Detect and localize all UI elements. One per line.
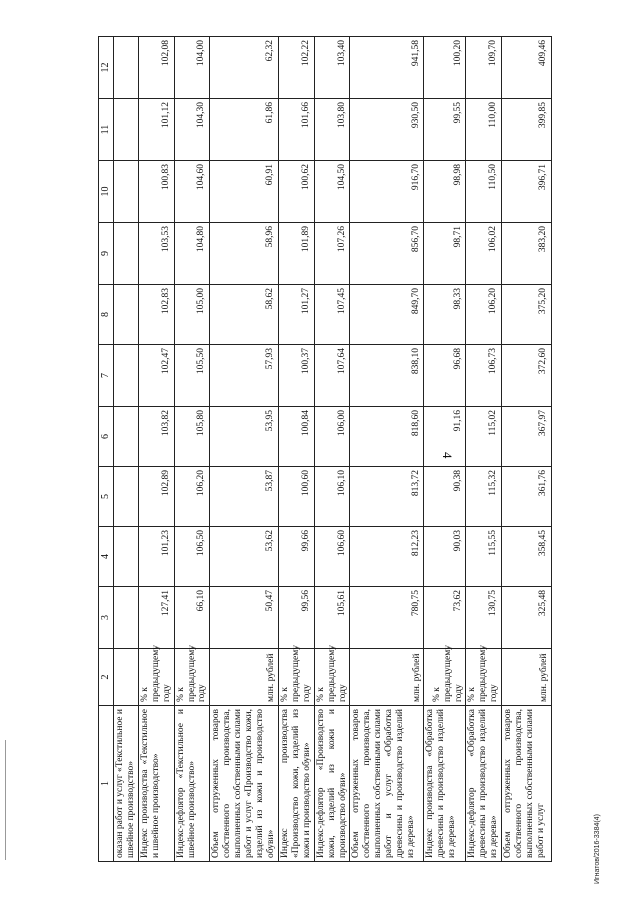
value-cell [114, 587, 139, 649]
value-cell: 856,70 [350, 223, 424, 285]
value-cell: 100,84 [278, 407, 314, 467]
value-cell: 100,37 [278, 345, 314, 407]
column-header: 3 [99, 587, 114, 649]
table-row [210, 37, 279, 862]
value-cell: 104,50 [314, 161, 350, 223]
value-cell: 66,10 [174, 587, 210, 649]
indicator-name: Объем отгруженных товаров собственного производства, выполненных собственными силами работ и услуг [502, 706, 552, 862]
value-cell: 383,20 [502, 223, 552, 285]
footer-code: Игнатов/2016-3384(4) [594, 814, 601, 884]
value-cell: 813,72 [350, 467, 424, 527]
value-cell: 361,76 [502, 467, 552, 527]
value-cell: 106,60 [314, 527, 350, 587]
value-cell: 115,55 [466, 527, 502, 587]
indicator-name: Объем отгруженных товаров собственного производства, выполненных собственными силами работ и услуг «Производство кожи, изделий из кожи и производство обуви» [210, 706, 279, 862]
value-cell: 106,20 [466, 285, 502, 345]
indicator-unit: млн. рублей [350, 649, 424, 706]
value-cell: 98,33 [424, 285, 466, 345]
value-cell: 930,50 [350, 99, 424, 161]
indicators-table [98, 36, 552, 862]
value-cell [114, 99, 139, 161]
value-cell: 101,27 [278, 285, 314, 345]
value-cell: 103,40 [314, 37, 350, 99]
value-cell [114, 161, 139, 223]
value-cell [114, 407, 139, 467]
column-header: 9 [99, 223, 114, 285]
table-row [466, 37, 502, 862]
value-cell: 103,82 [138, 407, 174, 467]
value-cell: 104,60 [174, 161, 210, 223]
value-cell: 100,62 [278, 161, 314, 223]
value-cell: 409,46 [502, 37, 552, 99]
table-body [114, 37, 552, 862]
value-cell: 100,83 [138, 161, 174, 223]
table-row [350, 37, 424, 862]
value-cell: 73,62 [424, 587, 466, 649]
value-cell: 60,91 [210, 161, 279, 223]
value-cell: 110,00 [466, 99, 502, 161]
value-cell: 101,66 [278, 99, 314, 161]
value-cell: 102,08 [138, 37, 174, 99]
value-cell: 780,75 [350, 587, 424, 649]
value-cell: 98,71 [424, 223, 466, 285]
value-cell: 107,26 [314, 223, 350, 285]
table-row [314, 37, 350, 862]
value-cell: 372,60 [502, 345, 552, 407]
value-cell: 106,20 [174, 467, 210, 527]
value-cell: 90,03 [424, 527, 466, 587]
value-cell: 102,22 [278, 37, 314, 99]
value-cell [114, 467, 139, 527]
value-cell: 99,56 [278, 587, 314, 649]
table-row [114, 37, 139, 862]
indicator-unit: млн. рублей [210, 649, 279, 706]
value-cell: 325,48 [502, 587, 552, 649]
value-cell: 105,50 [174, 345, 210, 407]
indicator-unit: % к предыдущему году [466, 649, 502, 706]
value-cell: 100,60 [278, 467, 314, 527]
page-number: 4 [440, 452, 455, 459]
value-cell [114, 223, 139, 285]
value-cell [114, 345, 139, 407]
indicator-name: Индекс-дефлятор «Производство кожи, изделий из кожи и производство обуви» [314, 706, 350, 862]
value-cell: 130,75 [466, 587, 502, 649]
value-cell: 58,62 [210, 285, 279, 345]
scan-edge-line [5, 740, 6, 860]
value-cell: 106,00 [314, 407, 350, 467]
column-header: 1 [99, 706, 114, 862]
value-cell: 375,20 [502, 285, 552, 345]
table-row [138, 37, 174, 862]
value-cell: 90,38 [424, 467, 466, 527]
value-cell: 100,20 [424, 37, 466, 99]
column-header: 4 [99, 527, 114, 587]
value-cell: 115,32 [466, 467, 502, 527]
column-header: 5 [99, 467, 114, 527]
column-header: 6 [99, 407, 114, 467]
table-row [174, 37, 210, 862]
value-cell: 103,53 [138, 223, 174, 285]
value-cell: 115,02 [466, 407, 502, 467]
value-cell: 61,86 [210, 99, 279, 161]
rotated-table-region [98, 37, 568, 862]
value-cell: 62,32 [210, 37, 279, 99]
value-cell: 916,70 [350, 161, 424, 223]
value-cell: 104,30 [174, 99, 210, 161]
indicator-unit: % к предыдущему году [314, 649, 350, 706]
value-cell: 838,10 [350, 345, 424, 407]
value-cell: 106,73 [466, 345, 502, 407]
value-cell: 106,50 [174, 527, 210, 587]
value-cell: 98,98 [424, 161, 466, 223]
value-cell: 849,70 [350, 285, 424, 345]
value-cell: 399,85 [502, 99, 552, 161]
value-cell: 104,80 [174, 223, 210, 285]
value-cell: 99,55 [424, 99, 466, 161]
indicator-name: Индекс-дефлятор «Текстильное и швейное производство» [174, 706, 210, 862]
value-cell: 107,64 [314, 345, 350, 407]
value-cell: 102,83 [138, 285, 174, 345]
value-cell: 105,61 [314, 587, 350, 649]
value-cell: 812,23 [350, 527, 424, 587]
value-cell: 106,10 [314, 467, 350, 527]
value-cell: 396,71 [502, 161, 552, 223]
indicator-name: Объем отгруженных товаров собственного производства, выполненных собственными силами работ и услуг «Обработка древесины и производство изделий из дерева» [350, 706, 424, 862]
value-cell: 818,60 [350, 407, 424, 467]
value-cell: 101,89 [278, 223, 314, 285]
indicator-name: Индекс производства «Текстильное и швейное производство» [138, 706, 174, 862]
table-row [278, 37, 314, 862]
value-cell: 96,68 [424, 345, 466, 407]
value-cell: 107,45 [314, 285, 350, 345]
value-cell [114, 527, 139, 587]
indicator-unit: % к предыдущему году [278, 649, 314, 706]
value-cell: 103,80 [314, 99, 350, 161]
value-cell [114, 285, 139, 345]
indicator-name: Индекс-дефлятор «Обработка древесины и производство изделий из дерева» [466, 706, 502, 862]
value-cell: 358,45 [502, 527, 552, 587]
value-cell: 101,12 [138, 99, 174, 161]
indicator-unit: % к предыдущему году [138, 649, 174, 706]
value-cell: 57,93 [210, 345, 279, 407]
indicator-unit: млн. рублей [502, 649, 552, 706]
indicator-unit: % к предыдущему году [174, 649, 210, 706]
table-row [424, 37, 466, 862]
value-cell: 106,02 [466, 223, 502, 285]
value-cell: 102,89 [138, 467, 174, 527]
value-cell: 58,96 [210, 223, 279, 285]
value-cell: 53,87 [210, 467, 279, 527]
indicator-unit: % к предыдущему году [424, 649, 466, 706]
value-cell: 102,47 [138, 345, 174, 407]
indicator-name: Индекс производства «Производство кожи, изделий из кожи и производство обуви» [278, 706, 314, 862]
value-cell: 99,66 [278, 527, 314, 587]
indicator-name: Индекс производства «Обработка древесины и производство изделий из дерева» [424, 706, 466, 862]
value-cell: 110,50 [466, 161, 502, 223]
value-cell: 104,00 [174, 37, 210, 99]
indicator-unit [114, 649, 139, 706]
value-cell: 127,41 [138, 587, 174, 649]
value-cell: 105,00 [174, 285, 210, 345]
column-header: 2 [99, 649, 114, 706]
header-row [99, 37, 114, 862]
value-cell: 941,58 [350, 37, 424, 99]
column-header: 7 [99, 345, 114, 407]
column-header: 12 [99, 37, 114, 99]
value-cell: 53,62 [210, 527, 279, 587]
column-header: 8 [99, 285, 114, 345]
value-cell: 53,95 [210, 407, 279, 467]
indicator-name: оказан работ и услуг «Текстильное и швейное производство» [114, 706, 139, 862]
column-header: 11 [99, 99, 114, 161]
value-cell: 109,70 [466, 37, 502, 99]
value-cell: 101,23 [138, 527, 174, 587]
column-header: 10 [99, 161, 114, 223]
value-cell: 105,80 [174, 407, 210, 467]
value-cell [114, 37, 139, 99]
value-cell: 367,97 [502, 407, 552, 467]
value-cell: 50,47 [210, 587, 279, 649]
value-cell: 91,16 [424, 407, 466, 467]
table-row [502, 37, 552, 862]
